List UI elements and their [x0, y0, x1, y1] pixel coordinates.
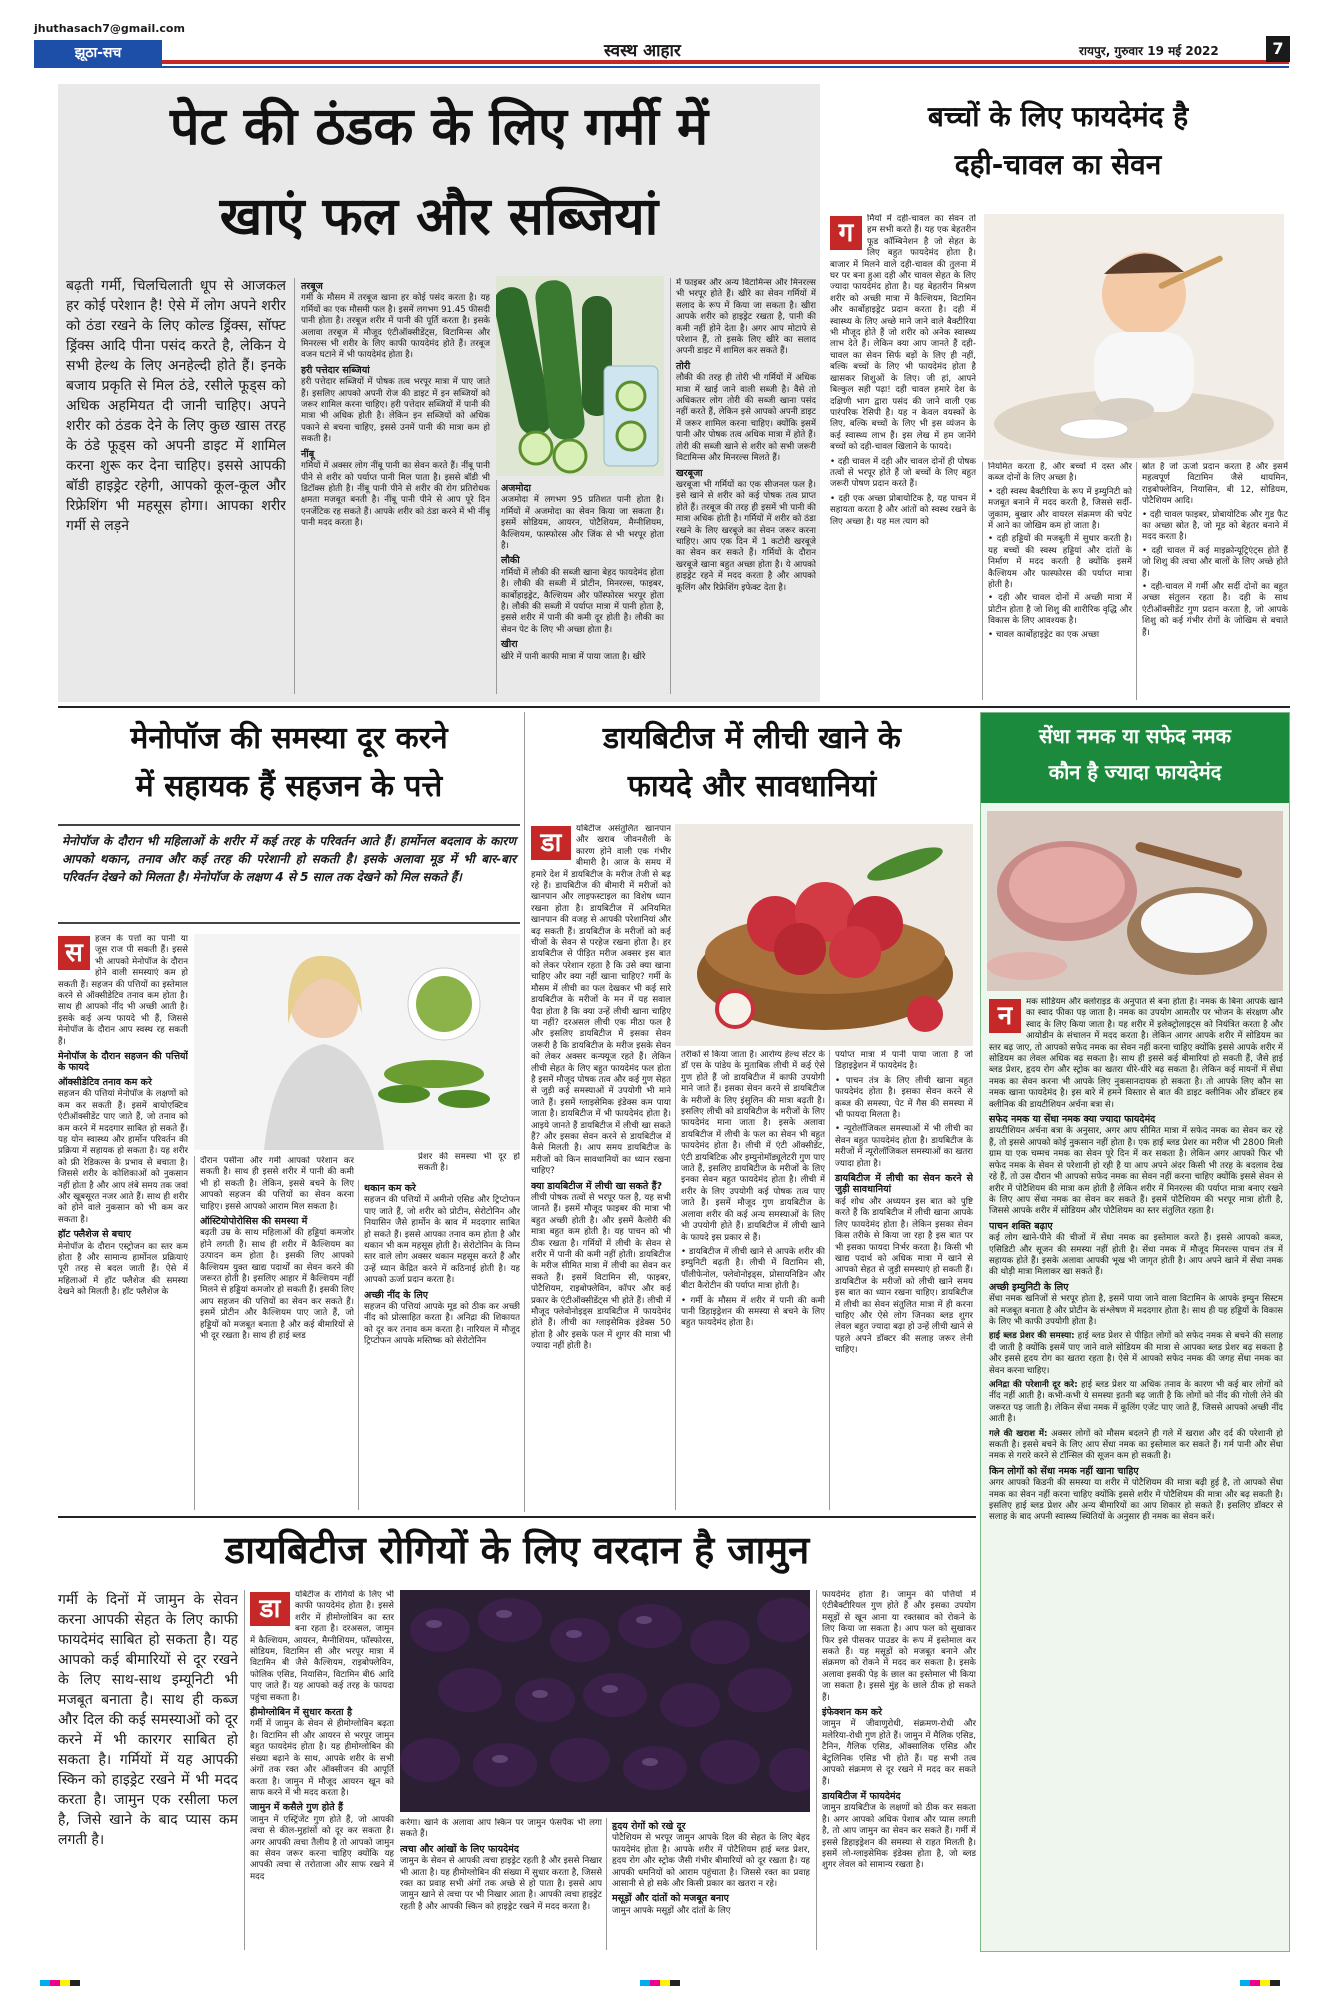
masthead-rule-blue — [34, 66, 1289, 68]
subhead-skin-eyes: त्वचा और आंखों के लिए फायदेमंद — [400, 1843, 519, 1855]
article2-title-line2: दही-चावल का सेवन — [954, 148, 1162, 181]
subhead-oxidative-stress: ऑक्सीडेटिव तनाव कम करे — [58, 1076, 152, 1088]
subhead-diabetes: डायबिटीज में फायदेमंद — [822, 1790, 901, 1802]
paragraph: तरीकों से किया जाता है। आरोग्य हेल्थ सेंटर के डॉ एस के पांडेय के मुताबिक लीची में कई ऐसे गुण होते हैं जो डायबिटीज में काफी उपयोगी माने जाते हैं। इसका सेवन करने से डायबिटीज के मरीजों के लिए इंसुलिन की मात्रा बढ़ती है। इसलिए लीची को डायबिटीज के मरीजों के लिए फायदेमंद माना जाता है। इसके अलावा डायबिटीज में लीची के फल का सेवन भी बहुत फायदेमंद होता है। लीची में एंटी ऑक्सीडेंट, एंटी डायबिटिक और इम्युनोमॉड्यूलेटरी गुण पाए जाते हैं, इसलिए डायबिटीज के मरीजों के लिए इनका सेवन बहुत फायदेमंद होता है। लीची में शरीर के लिए उपयोगी कई पोषक तत्व पाए जाते हैं। इसमें मौजूद गुण डायबिटीज के अलावा शरीर की कई अन्य समस्याओं के लिए भी उपयोगी होते हैं। डायबिटीज में लीची खाने के फायदे इस प्रकार से हैं। — [681, 1050, 825, 1243]
bullet-item: • दही स्वस्थ बैक्टीरिया के रूप में इम्युनिटी को मजबूत बनाने में मदद करती है, जिससे सर्दी-जुकाम, बुखार और वायरल संक्रमण की चपेट में आने का जोखिम कम हो जाता है। — [988, 486, 1132, 532]
subhead-osteoporosis: ऑस्टियोपोरोसिस की समस्या में — [200, 1216, 308, 1228]
subhead-digestion: पाचन शक्ति बढ़ाए — [989, 1220, 1053, 1232]
subhead-can-eat-lychee: क्या डायबिटीज में लीची खा सकते हैं? — [531, 1180, 663, 1192]
paragraph: करेगा। खाने के अलावा आप स्किन पर जामुन फेसपैक भी लगा सकते हैं। — [400, 1818, 602, 1840]
paragraph: लीची पोषक तत्वों से भरपूर फल है, यह सभी जानते हैं। इसमें मौजूद फाइबर की मात्रा भी बहुत अच्छी होती है। और इसमें कैलोरी की मात्रा बहुत कम होती है। यह पाचन को भी ठीक रखता है। गर्मियों में लीची के सेवन से शरीर में पानी की कमी नहीं होती। डायबिटीज के मरीज सीमित मात्रा में लीची का सेवन कर सकते हैं। इसमें विटामिन सी, फाइबर, पोटैशियम, राइबोफ्लेविन, कॉपर और कई प्रकार के एंटीऑक्सीडेंट्स भी होते हैं। लीची में मौजूद फ्लेवोनोइड्स डायबिटीज में फायदेमंद होते हैं। लीची का ग्लाइसेमिक इंडेक्स 50 होता है और इसके फल में शुगर की मात्रा भी ज्यादा नहीं होती है। — [531, 1193, 671, 1352]
article5-title-line2: कौन है ज्यादा फायदेमंद — [1048, 760, 1222, 784]
paragraph: सहजन की पत्तियां आपके मूड को ठीक कर अच्छी नींद को प्रोत्साहित करता है। अनिद्रा की शिकायत को दूर कर तनाव कम करता है। नारियल में मौजूद ट्रिप्टोफन आपके मस्तिष्क को सेरोटोनिन — [364, 1302, 520, 1347]
bullet-text: दही एक अच्छा प्रोबायोटिक है, यह पाचन में सहायता करता है और आंतों को स्वस्थ रखने के लिए अच्छा है। यह मल त्याग को — [830, 493, 976, 527]
article1-title-line1: पेट की ठंडक के लिए गर्मी में — [169, 97, 709, 157]
subhead-gums-teeth: मसूड़ों और दांतों को मजबूत बनाए — [612, 1893, 729, 1905]
bullet-text: डायबिटीज में लीची खाने से आपके शरीर की इम्युनिटी बढ़ती है। लीची में विटामिन सी, पॉलीफेनोल, फ्लेवोनोइड्स, प्रोसायनिडिन और बीटा कैरोटीन की पर्याप्त मात्रा होती है। — [681, 1246, 825, 1292]
paragraph: सेंधा नमक खनिजों से भरपूर होता है, इसमें पाया जाने वाला विटामिन के आपके इम्युन सिस्टम को मजबूत बनाता है और प्रोटीन के संश्लेषण में मददगार होता है। साथ ही यह हड्डियों के विकास के लिए भी काफी उपयोगी होता है। — [989, 1294, 1283, 1327]
bullet-item: • चावल कार्बोहाइड्रेट का एक अच्छा — [988, 629, 1100, 640]
paragraph: दौरान पसीना और गर्मी आपको परेशान कर सकती है। साथ ही इससे शरीर में पानी की कमी भी हो सकती है। लेकिन, इससे बचने के लिए आपको सहजन की पत्तियों का सेवन करना चाहिए। इससे आपको आराम मिल सकता है। — [200, 1156, 354, 1212]
article6-title: डायबिटीज रोगियों के लिए वरदान है जामुन — [224, 1528, 810, 1572]
jamun-fruits-photo — [400, 1590, 810, 1812]
section-divider — [58, 706, 1290, 708]
article6-column3 — [606, 1818, 810, 1950]
article3-column3 — [358, 1180, 520, 1510]
inline-subhead: अनिद्रा की परेशानी दूर करे: — [989, 1380, 1078, 1390]
paragraph: जामुन के सेवन से आपकी त्वचा हाइड्रेट रहती है और इससे निखार भी आता है। यह हीमोग्लोबिन की संख्या में सुधार करता है, जिससे रक्त का प्रवाह सभी अंगों तक अच्छे से हो पाता है। इससे आप जामुन खाने से त्वचा पर भी निखार आता है। आपकी त्वचा हाइड्रेट रहती है और आपकी स्किन को हाइड्रेट रखने में मदद करता है। — [400, 1856, 602, 1912]
article2-column1 — [830, 214, 976, 700]
inline-text: अक्सर लोगों को मौसम बदलने ही गले में खराश और दर्द की परेशानी हो सकती है। इससे बचने के लिए आप सेंधा नमक का इस्तेमाल कर सकते हैं। गर्म पानी और सेंधा नमक से गरारे करने से टॉन्सिल की सूजन कम हो सकती है। — [989, 1428, 1283, 1462]
article2-column2 — [982, 462, 1132, 700]
baby-eating-photo — [984, 214, 1284, 460]
article3-column2 — [194, 1156, 354, 1510]
article3-title-line2: में सहायक हैं सहजन के पत्ते — [135, 769, 443, 804]
subhead-astringent: जामुन में कसैले गुण होते हैं — [250, 1802, 344, 1814]
bullet-text: दही-चावल में गर्मी और सर्दी दोनों का बहुत अच्छा संतुलन रहता है। दही के साथ एंटीऑक्सीडेंट गुण प्रदान करता है, जो आपके शिशु को कई गंभीर रोगों के जोखिम से बचाते हैं। — [1142, 582, 1288, 638]
subhead-cucumber: खीरा — [501, 639, 518, 651]
paragraph: यबिटीज असंतुलित खानपान और खराब जीवनशैली के कारण होने वाली एक गंभीर बीमारी है। आज के समय में हमारे देश में डायबिटीज के मरीज तेजी से बढ़ रहे हैं। डायबिटीज की बीमारी में मरीजों को खानपान और लाइफस्टाइल का विशेष ध्यान रखना होता है। डायबिटीज में अनियमित खानपान की वजह से आपकी परेशानियां और बढ़ सकती हैं। डायबिटीज के मरीजों को कई चीजों के सेवन से परहेज रखना होता है। हर डायबिटीज से पीड़ित मरीज अक्सर इस बात को लेकर परेशान रहता है कि उसे क्या खाना चाहिए और क्या नहीं खाना चाहिए? गर्मी के मौसम में लीची का फल देखकर भी कई सारे डायबिटीज के मरीजों के मन में यह सवाल पैदा होता है कि क्या उन्हें लीची खाना चाहिए या नहीं? दरअसल लीची एक मीठा फल है और इसलिए डायबिटीज में इसका सेवन जरूरी है कि डायबिटीज के मरीज इसके सेवन को लेकर अक्सर कन्फ्यूज रहते हैं। लेकिन लीची सेहत के लिए बहुत फायदेमंद फल होता है इसमें मौजूद पोषक तत्व और कई गुण सेहत से जुड़ी कई समस्याओं में उपयोगी भी माने जाते हैं। इसमें ग्लाइसेमिक इंडेक्स कम पाया जाता है। डायबिटीज में भी फायदेमंद होता है। आइये जानते हैं डायबिटीज में लीची खा सकते हैं? और इसका सेवन करने से डायबिटीज में कैसे मिलती है। आप समय डायबिटीज के मरीजों को किन सावधानियों का ध्यान रखना चाहिए? — [531, 824, 671, 1177]
article4-column2 — [675, 1050, 825, 1510]
paragraph: यबिटीज के रोगियों के लिए भी काफी फायदेमंद होता है। इससे शरीर में हीमोग्लोबिन का स्तर बना रहता है। दरअसल, जामुन में कैल्शियम, आयरन, मैग्नीशियम, फॉस्फोरस, सोडियम, विटामिन सी और भरपूर मात्रा में विटामिन बी जैसे कैल्शियम, राइबोफ्लेविन, फोलिक एसिड, नियासिन, विटामिन बी6 आदि पाए जाते हैं। यह आपको कई तरह के फायदा पहुंचा सकता है। — [250, 1590, 394, 1703]
subhead-immunity: अच्छी इम्युनिटी के लिए — [989, 1281, 1069, 1293]
paragraph: पोटैशियम से भरपूर जामुन आपके दिल की सेहत के लिए बेहद फायदेमंद होता है। आपके शरीर में पोटैशियम हाई ब्लड प्रेशर, हृदय रोग और स्ट्रोक जैसी गंभीर बीमारियों को दूर रखता है। यह आपकी धमनियों को आराम पहुंचाता है। जिससे रक्त का प्रवाह आसानी से हो सके और किसी प्रकार का खतरा न रहे। — [612, 1833, 810, 1890]
bullet-item: • दही हड्डियों की मजबूती में सुधार करती है। यह बच्चों की स्वस्थ हड्डियां और दांतों के निर्माण में मदद करती है क्योंकि इसमें कैल्शियम और फास्फोरस की पर्याप्त मात्रा होती है। — [988, 534, 1132, 591]
drop-cap: स — [58, 936, 90, 970]
paragraph: गर्मियों में अक्सर लोग नींबू पानी का सेवन करते हैं। नींबू पानी पीने से शरीर को पर्याप्त पानी मिल पाता है। इससे बॉडी भी डिटॉक्स होती है। नींबू पानी पीने से शरीर की रोग प्रतिरोधक क्षमता मजबूत बनती है। नींबू पानी पीने से आप पूरे दिन एनर्जेटिक रह सकते हैं। आपके शरीर को ठंडा करने में भी नींबू पानी मदद करता है। — [301, 461, 490, 529]
bullet-text: न्यूरोलॉजिकल समस्याओं में भी लीची का सेवन बहुत फायदेमंद होता है। डायबिटीज के मरीजों में न्यूरोलॉजिकल समस्याओं का खतरा ज्यादा होता है। — [835, 1124, 973, 1169]
paragraph: र्मियों में दही-चावल का सेवन तो हम सभी करते हैं। यह एक बेहतरीन फूड कॉम्बिनेशन है जो सेहत के लिए बहुत फायदेमंद होता है। बाजार में मिलने वाले दही-चावल की तुलना में घर पर बना हुआ दही और चावल सेहत के लिए ज्यादा फायदेमंद होता है। यह बेहतरीन मिश्रण शरीर को अच्छी मात्रा में कैल्शियम, विटामिन और कार्बोहाइड्रेट प्रदान करता है। दही में स्वास्थ्य के लिए अच्छे माने जाने वाले बैक्टीरिया भी मौजूद होते हैं जो शरीर को अनेक स्वास्थ्य लाभ देते हैं। लेकिन क्या आप जानते हैं दही-चावल का सेवन सिर्फ बड़ों के लिए ही नहीं, बल्कि बच्चों के लिए भी फायदेमंद होता है खासकर शिशुओं के लिए। जी हां, आपने बिल्कुल सही पढ़ा! दही चावल हमारे देश के दक्षिणी भाग द्वारा पसंद की जाने वाली एक पारंपरिक रेसिपी है। यह न केवल वयस्कों के लिए, बल्कि बच्चों के लिए भी इस व्यंजन के कई स्वास्थ्य लाभ हैं। इस लेख में हम जानेंगे बच्चों को दही-चावल खिलाने के फायदे। — [830, 214, 976, 453]
paragraph: अगर आपको किडनी की समस्या या शरीर में पोटैशियम की मात्रा बढ़ी हुई है, तो आपको सेंधा नमक का सेवन नहीं करना चाहिए क्योंकि इससे शरीर में पोटैशियम की मात्रा और बढ़ सकती है। इसलिए हाई ब्लड प्रेशर और अन्य बीमारियों का आप शिकार हो सकते हैं। इसलिए डॉक्टर से सलाह के बाद अपनी स्वास्थ्य स्थितियों के अनुसार ही नमक का सेवन करें। — [989, 1478, 1283, 1523]
article5-body — [989, 997, 1283, 1947]
drop-cap: ग — [830, 216, 862, 250]
dateline: रायपुर, गुरुवार 19 मई 2022 — [1079, 44, 1219, 58]
inline-subhead: हाई ब्लड प्रेशर की समस्या: — [989, 1331, 1075, 1342]
bullet-item: • गर्मी के मौसम में शरीर में पानी की कमी पानी डिहाइड्रेशन की समस्या से बचने के लिए बहुत फायदेमंद होता है। — [681, 1295, 825, 1329]
bullet-item: • दही और चावल दोनों में अच्छी मात्रा में प्रोटीन होता है जो शिशु की शारीरिक वृद्धि और विकास के लिए आवश्यक है। — [988, 593, 1132, 627]
paragraph: डायटीशियन अर्चना बत्रा के अनुसार, अगर आप सीमित मात्रा में सफेद नमक का सेवन कर रहे हैं, तो इससे आपको कोई नुकसान नहीं होता है। एक हाई ब्लड प्रेशर का मरीज भी 2800 मिली ग्राम या एक चम्मच नमक का सेवन पूरे दिन में कर सकता है। लेकिन अगर आपको फिर भी सफेद नमक के सेवन से परेशानी हो रही है या आप अपने अंदर किसी भी तरह के बदलाव देख रहे हैं, तो उस दौरान भी आपको सफेद नमक का सेवन नहीं करना चाहिए क्योंकि इससे सेवन से शरीर में पोटैशियम की मात्रा कम होती है लेकिन शरीर में मिनरल्स की पर्याप्त मात्रा बनाए रखने के लिए आप सेंधा नमक का सेवन कर सकते हैं। इसमें पोटैशियम की भरपूर मात्रा होती है, जिससे आपके शरीर में सोडियम और पोटैशियम का स्तर संतुलित रहता है। — [989, 1126, 1283, 1217]
masthead-email: jhuthasach7@gmail.com — [34, 22, 185, 35]
drop-cap: डा — [531, 826, 571, 860]
paragraph: नियमित करता है, और बच्चों में दस्त और कब्ज दोनों के लिए अच्छा है। — [988, 462, 1132, 484]
subhead-infection: इंफेक्शन कम करे — [822, 1707, 883, 1719]
bullet-text: गर्मी के मौसम में शरीर में पानी की कमी पानी डिहाइड्रेशन की समस्या से बचने के लिए बहुत फायदेमंद होता है। — [681, 1295, 825, 1329]
color-bar-left — [40, 1980, 80, 1986]
article2-title-line1: बच्चों के लिए फायदेमंद है — [927, 100, 1189, 133]
subhead-reduce-fatigue: थकान कम करे — [364, 1183, 416, 1194]
article1-column4 — [670, 278, 816, 694]
color-bar-center — [640, 1980, 680, 1986]
article6-intro: गर्मी के दिनों में जामुन के सेवन करना आपकी सेहत के लिए काफी फायदेमंद साबित हो सकता है। यह आपको कई बीमारियों से दूर रखने के लिए साथ-साथ इम्यूनिटी भी मजबूत बनाता है। साथ ही कब्ज और दिल की कई समस्याओं को दूर करने में भी कारगर साबित हो सकता है। गर्मियों में यह आपकी स्किन को हाइड्रेट रखने में भी मदद करता है। जामुन एक रसीला फल है, जिसे खाने के बाद प्यास कम लगती है। — [58, 1592, 238, 1848]
article-jamun — [58, 1522, 976, 1952]
bullet-item: • डायबिटीज में लीची खाने से आपके शरीर की इम्युनिटी बढ़ती है। लीची में विटामिन सी, पॉलीफेनोल, फ्लेवोनोइड्स, प्रोसायनिडिन और बीटा कैरोटीन की पर्याप्त मात्रा होती है। — [681, 1246, 825, 1292]
paragraph: खीरे में पानी काफी मात्रा में पाया जाता है। खीरे — [501, 651, 646, 662]
salt-bowls-photo — [987, 811, 1283, 991]
bullet-item: • दही चावल फाइबर, प्रोबायोटिक और गुड फैट का अच्छा स्रोत है, जो मूड को बेहतर बनाने में मदद करता है। — [1142, 509, 1288, 543]
subhead-hot-flashes: हॉट फ्लैशेज से बचाए — [58, 1229, 131, 1241]
article5-title-line1: सेंधा नमक या सफेद नमक — [1038, 724, 1232, 748]
bullet-text: चावल कार्बोहाइड्रेट का एक अच्छा — [995, 629, 1100, 640]
bullet-text: दही चावल फाइबर, प्रोबायोटिक और गुड फैट का अच्छा स्रोत है, जो मूड को बेहतर बनाने में मदद करता है। — [1142, 509, 1288, 543]
article1-title-line2: खाएं फल और सब्जियां — [219, 187, 659, 247]
paragraph: मक सोडियम और क्लोराइड के अनुपात से बना होता है। नमक के बिना आपके खाने का स्वाद फीका पड़ जाता है। नमक का उपयोग आमतौर पर भोजन के संरक्षण और स्वाद के लिए किया जाता है। यह शरीर में इलेक्ट्रोलाइट्स को नियंत्रित करता है और आयोडीन के संचालन में मदद करता है। लेकिन आगर आपके शरीर में सोडियम का स्तर बढ़ जाए, तो आपको सफेद नमक का सेवन नहीं करना चाहिए क्योंकि इससे आपके शरीर में सोडियम का लेवल अधिक बढ़ सकता है। साथ ही इससे कई बीमारियां हो सकती हैं, जैसे हाई ब्लड प्रेशर, हृदय रोग और स्ट्रोक का खतरा धीरे-धीरे बढ़ सकता है। लेकिन कई मायनों में सेंधा नमक का सेवन करना भी आपके लिए नुकसानदायक हो सकता है। तो आपके लिए कौन सा नमक खाना फायदेमंद है। इस बारे में हमने विस्तार से बात की डाइट क्लीनिक और डॉक्टर हब क्लीनिक की डायटीशियन अर्चना बत्रा से। — [989, 997, 1283, 1110]
paragraph: जामुन में एस्ट्रिंजेंट गुण होते हैं, जो आपकी त्वचा से कील-मुहांसों को दूर कर सकता है। अगर आपकी त्वचा तैलीय है तो आपको जामुन का सेवन जरूर करना चाहिए क्योंकि यह आपकी त्वचा से तरोताजा और साफ रखने में मदद — [250, 1814, 394, 1882]
article4-title-line2: फायदे और सावधानियां — [627, 769, 877, 804]
subhead-heart: हृदय रोगों को रखे दूर — [612, 1821, 686, 1832]
article-summer-foods — [58, 84, 820, 702]
paragraph: पर्याप्त मात्रा में पानी पाया जाता है जो डिहाइड्रेशन में फायदेमंद है। — [835, 1050, 973, 1072]
inline-text: हाई ब्लड प्रेशर या अधिक तनाव के कारण भी कई बार लोगों को नींद नहीं आती है। कभी-कभी ये समस्या इतनी बढ़ जाती है कि लोगों को नींद की गोली लेने की जरूरत पड़ जाती है। लेकिन सेंधा नमक में कूलिंग एजेंट पाए जाते हैं, जिससे आपको अच्छी नींद आती है। — [989, 1380, 1283, 1425]
section-divider — [58, 1516, 976, 1518]
section-title: स्वस्थ आहार — [604, 41, 681, 61]
paragraph: हजन के पत्तों का पानी या जूस राज पी सकती हैं। इससे भी आपको मेनोपॉज के दौरान होने वाली समस्याएं कम हो सकती हैं। सहजन की पत्तियों का इस्तेमाल करने से ऑक्सीडेटिव तनाव कम होता है। साथ ही आपको नींद भी अच्छी आती है। इसके कई अन्य फायदे भी हैं, जिससे मेनोपॉज के दौरान आप स्वस्थ रह सकती हैं। — [58, 934, 188, 1047]
paragraph: गर्मियों में लौकी की सब्जी खाना बेहद फायदेमंद होता है। लौकी की सब्जी में प्रोटीन, मिनरल्स, फाइबर, कार्बोहाइड्रेट, कैल्शियम और फॉस्फोरस भरपूर होता है। लौकी की सब्जी में पर्याप्त मात्रा में पानी होता है, इससे शरीर में पानी की कमी दूर होती है। लौकी का सेवन पेट के लिए भी अच्छा होता है। — [501, 567, 664, 635]
article6-column2 — [400, 1818, 602, 1950]
paragraph: जामुन आपके मसूड़ों और दांतों के लिए — [612, 1905, 731, 1916]
bullet-item: • न्यूरोलॉजिकल समस्याओं में भी लीची का सेवन बहुत फायदेमंद होता है। डायबिटीज के मरीजों में न्यूरोलॉजिकल समस्याओं का खतरा ज्यादा होता है। — [835, 1124, 973, 1169]
bullet-text: पाचन तंत्र के लिए लीची खाना बहुत फायदेमंद होता है। इसका सेवन करने से कब्ज की समस्या, पेट में गैस की समस्या में भी फायदा मिलता है। — [835, 1075, 973, 1121]
subhead-white-or-rock-salt: सफेद नमक या सेंधा नमक क्या ज्यादा फायदेमंद — [989, 1114, 1156, 1126]
article4-column1 — [531, 824, 671, 1510]
woman-moringa-photo — [194, 934, 520, 1150]
subhead-muskmelon: खरबूजा — [676, 467, 703, 479]
paragraph: सहजन की पत्तियों में अमीनो एसिड और ट्रिप्टोफन पाए जाते हैं, जो शरीर को प्रोटीन, सेरोटोनिन और नियासिन जैसे हार्मोन के स्राव में मददगार साबित हो सकते हैं। इससे आपका तनाव कम होता है और थकान भी कम महसूस होती है। सेरोटोनिन के निम्न स्तर वाले लोग अक्सर थकान महसूस करते हैं और उन्हें ध्यान केंद्रित करने में कठिनाई होती है। यह आपको ऊर्जा प्रदान करता है। — [364, 1195, 520, 1286]
article6-column1 — [244, 1590, 394, 1950]
bullet-text: दही चावल में कई माइक्रोन्यूट्रिएंट्स होते हैं जो शिशु की त्वचा और बालों के लिए अच्छे होते हैं। — [1142, 545, 1288, 579]
article2-column3 — [1136, 462, 1288, 700]
subhead-bottle-gourd: लौकी — [501, 555, 520, 567]
paragraph: बढ़ती उम्र के साथ महिलाओं की हड्डियां कमजोर होने लगती हैं। साथ ही शरीर में कैल्शियम का उत्पादन कम होता है। इसकी लिए आपको कैल्शियम युक्त खाद्य पदार्थों का सेवन करने की जरूरत होती है। इसलिए आहार में कैल्शियम नहीं मिलने से हड्डियां कमजोर हो सकती हैं। इसकी लिए आप सहजन की पत्तियों का सेवन कर सकते हैं। इसमें प्रोटीन और कैल्शियम पाए जाते हैं, जो हड्डियों को मजबूत बनाता है और कई बीमारियों से भी दूर रखता है। साथ ही हाई ब्लड — [200, 1228, 354, 1342]
article-lychee — [524, 712, 974, 1512]
subhead-good-sleep: अच्छी नींद के लिए — [364, 1289, 429, 1301]
subhead-who-should-avoid: किन लोगों को सेंधा नमक नहीं खाना चाहिए — [989, 1465, 1139, 1477]
photo-caption: प्रेशर की समस्या भी दूर हो सकती है। — [418, 1152, 520, 1174]
paragraph: मेनोपॉज के दौरान एस्ट्रोजन का स्तर कम होता है और सामान्य हार्मोनल प्रक्रियाएं पूरी तरह से बदल जाती हैं। ऐसे में महिलाओं में हॉट फ्लैशेज की समस्या देखने को मिलती है। हॉट फ्लैशेज के — [58, 1241, 188, 1298]
bullet-item: • दही-चावल में गर्मी और सर्दी दोनों का बहुत अच्छा संतुलन रहता है। दही के साथ एंटीऑक्सीडेंट गुण प्रदान करता है, जो आपके शिशु को कई गंभीर रोगों के जोखिम से बचाते हैं। — [1142, 582, 1288, 638]
subhead-hemoglobin: हीमोग्लोबिन में सुधार करता है — [250, 1707, 352, 1719]
paragraph: लौकी की तरह ही तोरी भी गर्मियों में अधिक मात्रा में खाई जाने वाली सब्जी है। वैसे तो अधिकतर लोग तोरी की सब्जी खाना पसंद नहीं करते हैं, लेकिन इसे आपको अपनी डाइट में जरूर शामिल करना चाहिए। क्योंकि इसमें पानी और पोषक तत्व अधिक मात्रा में होते हैं। तोरी की सब्जी खाने से शरीर को सभी जरूरी विटामिन्स और मिनरल्स मिलते हैं। — [676, 373, 816, 464]
paragraph: कई शोध और अध्ययन इस बात को पुष्टि करते हैं कि डायबिटीज में लीची खाना आपके लिए फायदेमंद होता है। लेकिन इसका सेवन किस तरीके से किया जा रहा है इस बात पर भी इसका फायदा निर्भर करता है। किसी भी खाद्य पदार्थ को अधिक मात्रा में खाने से आपको सेहत से जुड़ी समस्याएं हो सकती हैं। डायबिटीज के मरीजों को लीची खाने समय इस बात का ध्यान रखना चाहिए। डायबिटीज में लीची का सेवन संतुलित मात्रा में ही करना चाहिए और ऐसे लोग जिनका ब्लड शुगर लेवल बहुत ज्यादा बढ़ा हो उन्हें लीची खाने से पहले अपने डॉक्टर की सलाह जरूर लेनी चाहिए। — [835, 1196, 973, 1356]
article1-column3 — [496, 480, 664, 694]
subhead-leafy-greens: हरी पत्तेदार सब्जियां — [301, 364, 370, 376]
inline-subhead: गले की खराश में: — [989, 1428, 1048, 1439]
masthead — [34, 22, 1289, 92]
paragraph: फायदेमंद होता है। जामुन की पत्तियों में एंटीबैक्टीरियल गुण होते हैं और इसका उपयोग मसूड़ों से खून आना या रक्तस्राव को रोकने के लिए किया जा सकता है। आप फल को सुखाकर फिर इसे पीसकर पाउडर के रूप में इस्तेमाल कर सकते हैं। यह मसूड़ों को मजबूत बनाने और संक्रमण को रोकने में मदद कर सकता है। इसके अलावा इसकी पेड़ के छाल का इस्तेमाल भी किया जा सकता है। इससे मुंह के छाले ठीक हो सकते हैं। — [822, 1590, 976, 1703]
paragraph: गर्मी के मौसम में तरबूज खाना हर कोई पसंद करता है। यह गर्मियों का एक मौसमी फल है। इसमें लगभग 91.45 फीसदी पानी होता है। तरबूज शरीर में पानी की पूर्ति करता है। इसके अलावा तरबूज में मौजूद एंटीऑक्सीडेंट्स, विटामिन्स और मिनरल्स भी शरीर के लिए काफी फायदेमंद होते हैं। तरबूज वजन घटाने में भी फायदेमंद होता है। — [301, 293, 490, 361]
article3-intro: मेनोपॉज के दौरान भी महिलाओं के शरीर में कई तरह के परिवर्तन आते हैं। हार्मोनल बदलाव के कारण आपको थकान, तनाव और कई तरह की परेशानी हो सकती है। इसके अलावा मूड में भी बार-बार परिवर्तन देखने को मिलता है। मेनोपॉज के लक्षण 4 से 5 साल तक देखने को मिल सकते हैं। — [58, 824, 520, 924]
bullet-text: दही और चावल दोनों में अच्छी मात्रा में प्रोटीन होता है जो शिशु की शारीरिक वृद्धि और विकास के लिए आवश्यक है। — [988, 593, 1132, 627]
article3-title-line1: मेनोपॉज की समस्या दूर करने — [130, 721, 448, 756]
article1-column2 — [294, 278, 490, 694]
subhead-lychee-precautions: डायबिटीज में लीची का सेवन करने से जुड़ी सावधानियां — [835, 1173, 973, 1196]
article5-title-box — [981, 713, 1289, 803]
subhead-watermelon: तरबूज — [301, 281, 323, 292]
bullet-text: दही स्वस्थ बैक्टीरिया के रूप में इम्युनिटी को मजबूत बनाने में मदद करती है, जिससे सर्दी-जुकाम, बुखार और वायरल संक्रमण की चपेट में आने का जोखिम कम हो जाता है। — [988, 486, 1132, 532]
cucumber-photo — [496, 276, 664, 476]
subhead-celery: अजमोदा — [501, 483, 531, 494]
bullet-item: • पाचन तंत्र के लिए लीची खाना बहुत फायदेमंद होता है। इसका सेवन करने से कब्ज की समस्या, पेट में गैस की समस्या में भी फायदा मिलता है। — [835, 1075, 973, 1121]
article3-column1 — [58, 934, 188, 1510]
article4-title-line1: डायबिटीज में लीची खाने के — [603, 721, 901, 756]
paragraph: अजमोदा में लगभग 95 प्रतिशत पानी होता है। गर्मियों में अजमोदा का सेवन किया जा सकता है। इसमें सोडियम, आयरन, पोटैशियम, मैग्नीशियम, कैल्शियम, फास्फोरस और जिंक से भी भरपूर होता है। — [501, 495, 664, 552]
color-bar-right — [1240, 1980, 1280, 1986]
paragraph — [989, 1380, 1283, 1426]
paragraph: गर्मी में जामुन के सेवन से हीमोग्लोबिन बढ़ता है। विटामिन सी और आयरन से भरपूर जामुन बहुत फायदेमंद होता है। यह हीमोग्लोबिन की संख्या बढ़ाने के साथ, आपके शरीर के सभी अंगों तक रक्त और ऑक्सीजन की आपूर्ति करता है। जामुन में मौजूद आयरन खून को साफ करने में भी मदद करता है। — [250, 1719, 394, 1798]
bullet-item: • दही चावल में कई माइक्रोन्यूट्रिएंट्स होते हैं जो शिशु की त्वचा और बालों के लिए अच्छे होते हैं। — [1142, 545, 1288, 579]
subhead-moringa-benefits: मेनोपॉज के दौरान सहजन की पत्तियों के फायदे — [58, 1051, 188, 1074]
article-moringa — [58, 712, 520, 1512]
inline-text: हाई ब्लड प्रेशर से पीड़ित लोगों को सफेद नमक से बचने की सलाह दी जाती है क्योंकि इसमें पाए जाने वाले सोडियम की मात्रा से आपका ब्लड प्रेशर बढ़ सकता है और इससे हृदय रोग का खतरा रहता है। ऐसे में आपको सफेद नमक की जगह सेंधा नमक का सेवन करना चाहिए। — [989, 1331, 1283, 1376]
paragraph: सहजन की पत्तियां मेनोपॉज के लक्षणों को कम कर सकती हैं। इसमें बायोएक्टिव एंटीऑक्सीडेंट पाए जाते हैं, जो तनाव को कम करने में मददगार साबित हो सकते हैं। यह योन स्वास्थ्य और हार्मोन परिवर्तन की प्रक्रिया में सहायक हो सकता है। यह शरीर को फ्री रेडिकल्स के प्रभाव से बचाता है। जिससे शरीर के कोशिकाओं को नुकसान नहीं होता है और आप लंबे समय तक जवां और खूबसूरत नजर आते हैं। साथ ही शरीर को होने वाले नुकसान को भी कम कर सकता है। — [58, 1089, 188, 1225]
paragraph: जामुन डायबिटीज के लक्षणों को ठीक कर सकता है। अगर आपको अधिक पेशाब और प्यास लगती है, तो आप जामुन का सेवन कर सकते हैं। गर्मी में इससे डिहाइड्रेशन की समस्या से राहत मिलती है। इसमें लो-ग्लाइसेमिक इंडेक्स होता है, जो ब्लड शुगर लेवल को सामान्य रखता है। — [822, 1803, 976, 1871]
lychee-bowl-photo — [675, 824, 973, 1046]
paragraph: कई लोग खाने-पीने की चीजों में सेंधा नमक का इस्तेमाल करते हैं। इससे आपको कब्ज, एसिडिटी और सूजन की समस्या नहीं होती है। सेंधा नमक में मौजूद मिनरल्स पाचन तंत्र में सहायक होते हैं। इसके अलावा आपकी भूख भी जागृत होती है। आप अपने खाने में सेंधा नमक की थोड़ी मात्रा मिलाकर खा सकते हैं। — [989, 1233, 1283, 1278]
bullet-text: दही चावल में दही और चावल दोनों ही पोषक तत्वों से भरपूर होते हैं जो बच्चों के लिए बहुत जरूरी पोषण प्रदान करते हैं। — [830, 456, 976, 490]
brand-badge: झूठा-सच — [34, 40, 162, 66]
drop-cap: न — [989, 999, 1021, 1033]
paragraph: जामुन में जीवाणुरोधी, संक्रमण-रोधी और मलेरिया-रोधी गुण होते हैं। जामुन में मैलिक एसिड, टैनिन, गैलिक एसिड, ऑक्सालिक एसिड और बेटुलिनिक एसिड भी होते हैं। यह सभी तत्व आपको संक्रमण से दूर रखने में मदद कर सकते हैं। — [822, 1719, 976, 1787]
subhead-lemon: नींबू — [301, 448, 315, 460]
paragraph: हरी पत्तेदार सब्जियों में पोषक तत्व भरपूर मात्रा में पाए जाते हैं। इसलिए आपको अपनी रोज की डाइट में इन सब्जियों को जरूर शामिल करना चाहिए। हरी पत्तेदार सब्जियों में पानी की मात्रा भी अधिक होती है। लेकिन इन सब्जियों को अधिक पकाने से बचना चाहिए, इससे उनमें पानी की मात्रा कम हो सकती है। — [301, 377, 490, 445]
article-rock-salt — [980, 712, 1290, 1952]
article4-column3 — [829, 1050, 973, 1510]
paragraph: स्रोत है जो ऊर्जा प्रदान करता है और इसमें महत्वपूर्ण विटामिन जैसे थायमिन, राइबोफ्लेविन, नियासिन, बी 12, सोडियम, पोटैशियम आदि। — [1142, 462, 1288, 507]
paragraph: में फाइबर और अन्य विटामिन्स और मिनरल्स भी भरपूर होते हैं। खीरे का सेवन गर्मियों में सलाद के रूप में किया जा सकता है। खीरा आपके शरीर को हाइड्रेट रखता है, पानी की कमी नहीं होने देता है। अगर आप मोटापे से परेशान हैं, तो इसके लिए खीरे का सलाद अपनी डाइट में शामिल कर सकते हैं। — [676, 278, 816, 357]
subhead-ridge-gourd: तोरी — [676, 360, 691, 372]
page-number: 7 — [1266, 36, 1290, 62]
bullet-item: • दही चावल में दही और चावल दोनों ही पोषक तत्वों से भरपूर होते हैं जो बच्चों के लिए बहुत जरूरी पोषण प्रदान करते हैं। — [830, 456, 976, 490]
print-registration-marks — [40, 1980, 1280, 1988]
article-curd-rice — [826, 84, 1290, 702]
paragraph: खरबूजा भी गर्मियों का एक सीजनल फल है। इसे खाने से शरीर को कई पोषक तत्व प्राप्त होते हैं। तरबूज की तरह ही इसमें भी पानी की मात्रा अधिक होती है। गर्मियों में शरीर को ठंडा रखने के लिए खरबूजे का सेवन जरूर करना चाहिए। आप एक दिन में 1 कटोरी खरबूजे का सेवन कर सकते हैं। गर्मियों के दौरान खरबूजे खाना बहुत अच्छा होता है। ये आपको हाइड्रेट रहने में मदद करता है और आपको कूलिंग और रिफ्रेशिंग इफेक्ट देता है। — [676, 479, 816, 593]
article6-column4 — [816, 1590, 976, 1950]
bullet-item: • दही एक अच्छा प्रोबायोटिक है, यह पाचन में सहायता करता है और आंतों को स्वस्थ रखने के लिए अच्छा है। यह मल त्याग को — [830, 493, 976, 527]
article1-intro: बढ़ती गर्मी, चिलचिलाती धूप से आजकल हर कोई परेशान है! ऐसे में लोग अपने शरीर को ठंडा रखने के लिए कोल्ड ड्रिंक्स, सॉफ्ट ड्रिंक्स आदि पीना पसंद करते है, लेकिन ये सभी हेल्थ के लिए अनहेल्दी होते हैं। इनके बजाय प्रकृति से मिल ठंडे, रसीले फूड्स को अधिक अहमियत दी जानी चाहिए। अपने शरीर को ठंडक देने के लिए कुछ खास तरह के ठंडे फूड्स को अपनी डाइट में शामिल करना शुरू कर देना चाहिए। इससे आपकी बॉडी हाइड्रेट रहेगी, आपको कूल-कूल और रिफ्रेशिंग भी महसूस होगा। आपका शरीर गर्मी से लड़ने — [66, 278, 286, 534]
drop-cap: डा — [250, 1592, 290, 1626]
paragraph — [989, 1429, 1283, 1463]
paragraph — [989, 1331, 1283, 1377]
bullet-text: दही हड्डियों की मजबूती में सुधार करती है। यह बच्चों की स्वस्थ हड्डियां और दांतों के निर्माण में मदद करती है क्योंकि इसमें कैल्शियम और फास्फोरस की पर्याप्त मात्रा होती है। — [988, 534, 1132, 591]
